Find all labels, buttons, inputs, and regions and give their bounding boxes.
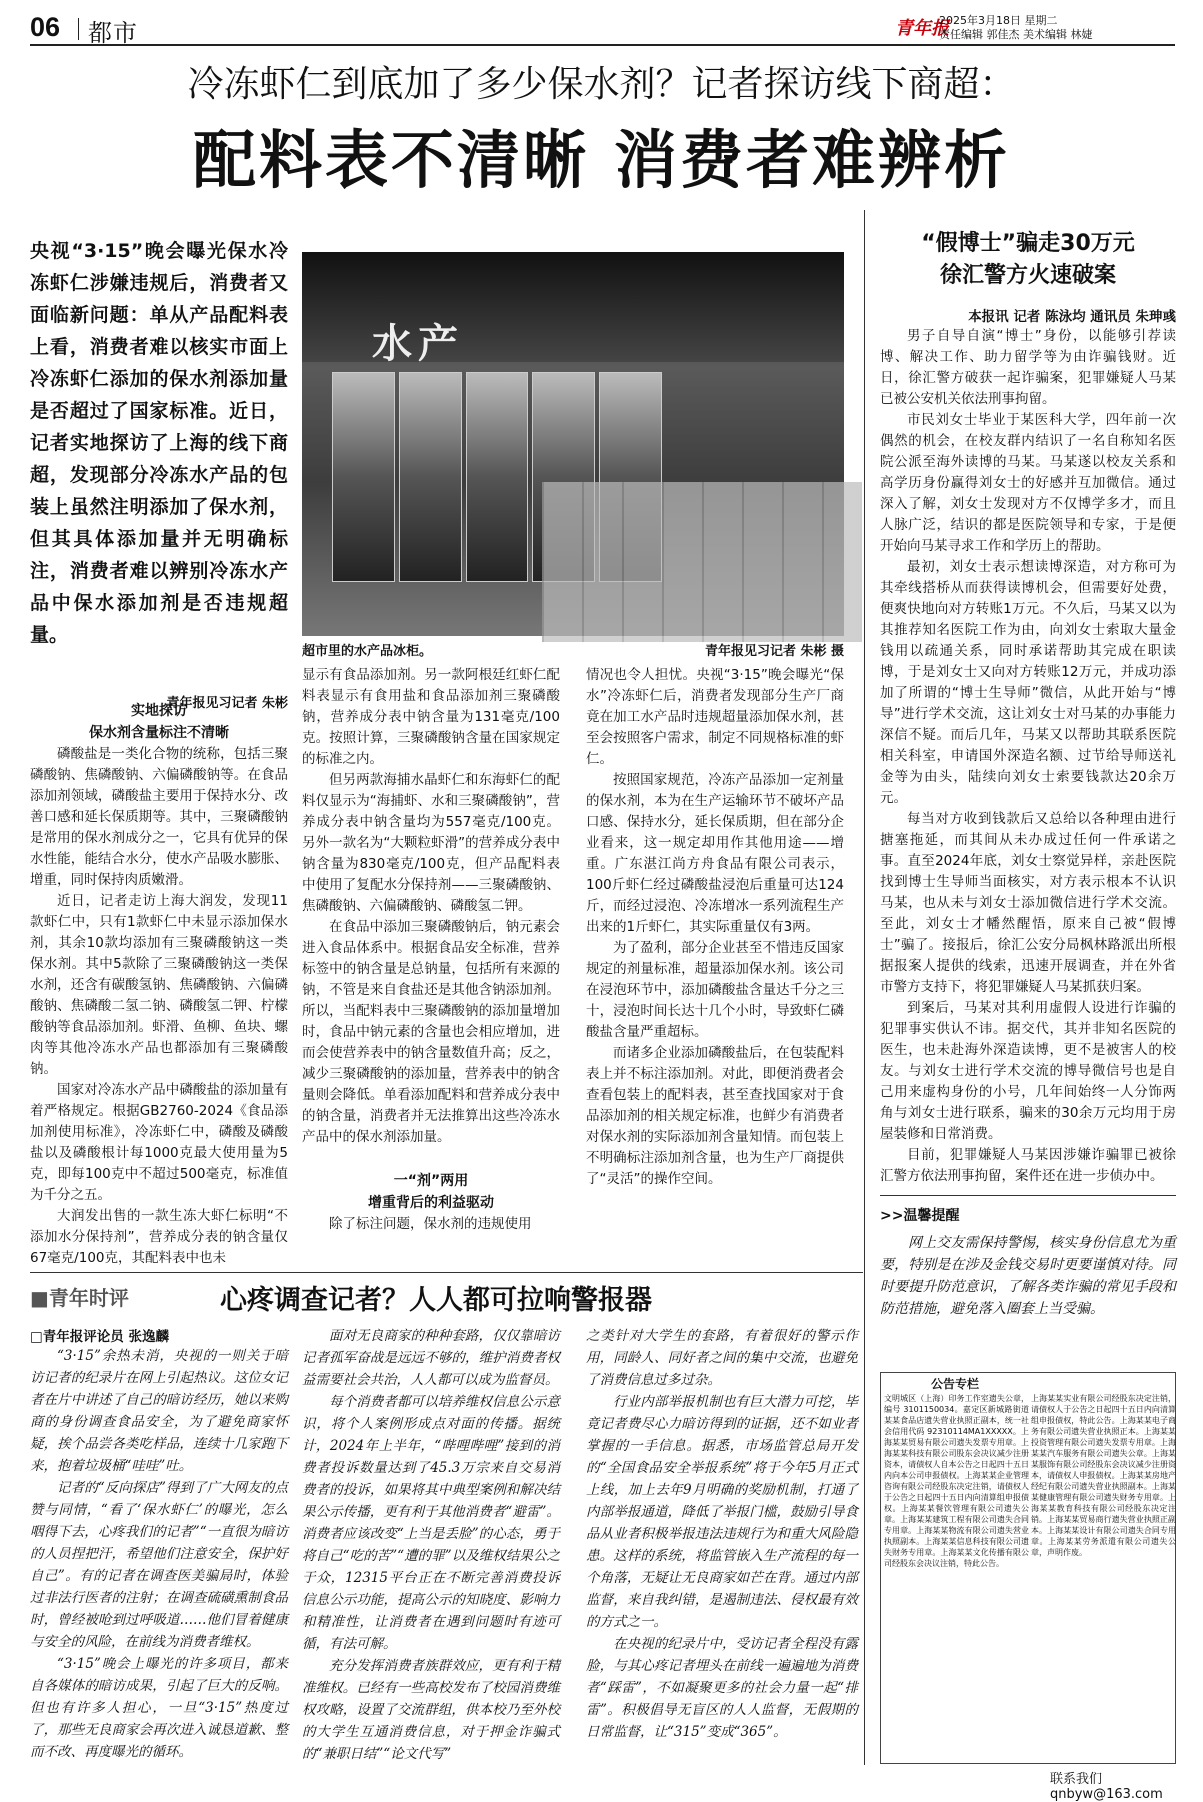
page-header [30,12,1175,46]
article-paragraph: 最初，刘女士表示想读博深造，对方称可为其牵线搭桥从而获得读博机会，但需要好处费，便爽快地向对方转账1万元。不久后，马某又以为其推荐知名医院工作为由，向刘女士索取大量金钱用以疏通关系，同时承诺帮助其完成在职读博，于是刘女士又向对方转账12万元，并成功添加了所谓的“博士生导师”微信，从此开始与“博导”进行学术交流，这让刘女士对马某的办事能力深信不疑。而后几年，马某又以帮助其联系医院相关科室，申请国外深造名额、过节给导师送礼金等为由头，陆续向刘女士索要钱款达20余万元。 [880,559,1176,806]
photo-store-sign: 水产 [372,320,464,367]
tip-text: 网上交友需保持警惕，核实身份信息尤为重要，特别是在涉及金钱交易时更要谨慎对待。同时要提升防范意识，了解各类诈骗的常见手段和防范措施，避免落入圈套上当受骗。 [880,1235,1176,1317]
article-paragraph: 目前，犯罪嫌疑人马某因涉嫌诈骗罪已被徐汇警方依法刑事拘留，案件还在进一步侦办中。 [880,1147,1176,1184]
commentary-label: ■青年时评 [30,1286,129,1310]
section-heading: 实地探访 [131,703,187,719]
section-divider [880,1195,1176,1196]
commentary-paragraph: 每个消费者都可以培养维权信息公示意识，将个人案例形成点对面的传播。据统计，2024年上半年，“哔哩哔哩”接到的消费者投诉数量达到了45.3万宗来自交易消费者的投诉，如果将其中典型案例和解决结果公示传播，更有利于其他消费者“避雷”。消费者应该改变“上当是丢脸”的心态，勇于将自己“吃的苦”“遭的罪”以及维权结果公之于众，12315平台正在不断完善消费投诉信息公示功能，提高公示的知晓度、影响力和精准性，让消费者在遇到问题时有迹可循，有法可解。 [302,1394,560,1652]
commentary-header [30,1278,863,1320]
article-paragraph: 在食品中添加三聚磷酸钠后，钠元素会进入食品体系中。根据食品安全标准，营养标签中的钠含量是总钠量，包括所有来源的钠，不管是来自食盐还是其他含钠添加剂。所以，当配料表中三聚磷酸钠的添加量增加时，食品中钠元素的含量也会相应增加，进而会使营养表中的钠含量数值升高；反之，减少三聚磷酸钠的添加量，营养表中的钠含量则会降低。单看添加配料和营养成分表中的钠含量，消费者并无法推算出这些冷冻水产品中的保水剂添加量。 [302,919,560,1145]
article-paragraph: 而诸多企业添加磷酸盐后，在包装配料表上并不标注添加剂。对此，即便消费者会查看包装上的配料表，甚至查找国家对于食品添加剂的相关规定标准，也鲜少有消费者对保水剂的实际添加剂含量知情。而包装上不明确标注添加剂含量，也为生产厂商提供了“灵活”的操作空间。 [586,1045,844,1187]
public-notices-box [880,1372,1176,1764]
section-heading: 一“剂”两用 [393,1173,469,1189]
supermarket-freezer-photo [302,252,844,636]
main-article-column-3 [586,665,844,1190]
article-paragraph: 大润发出售的一款生冻大虾仁标明“不添加水分保持剂”，营养成分表的钠含量仅67毫克/100克，其配料表中也未 [30,1208,288,1266]
commentary-column-2 [302,1325,560,1765]
commentary-paragraph: 之类针对大学生的套路，有着很好的警示作用，同龄人、同好者之间的集中交流，也避免了消费信息过多过杂。 [586,1328,858,1388]
main-article-column-2 [302,665,560,1235]
commentary-title: 心疼调查记者？人人都可拉响警报器 [220,1285,652,1316]
commentary-paragraph: 记者的“反向探店”得到了广大网友的点赞与同情，“看了‘保水虾仁’的曝光，怎么咽得下去，心疼我们的记者”“一直很为暗访的人员捏把汗，希望他们注意安全，保护好自己”。有的记者在调查医美骗局时，体验过非法行医者的注射；在调查硫磺熏制食品时，曾经被呛到过呼吸道……他们冒着健康与安全的风险，在前线为消费者维权。 [30,1480,288,1650]
masthead [895,12,1175,44]
article-paragraph: 到案后，马某对其利用虚假人设进行诈骗的犯罪事实供认不讳。据交代，其并非知名医院的医生，也未赴海外深造读博，更不是被害人的校友。与刘女士进行学术交流的博导微信号也是自己用来虚构身份的小号，几年间始终一人分饰两角与刘女士进行联系，骗来的30余万元均用于房屋装修和日常消费。 [880,1000,1176,1142]
section-heading: 增重背后的利益驱动 [368,1195,494,1211]
article-paragraph: 近日，记者走访上海大润发，发现11款虾仁中，只有1款虾仁中未显示添加保水剂，其余10款均添加有三聚磷酸钠这一类保水剂。其中5款除了三聚磷酸钠这一类保水剂，还含有碳酸氢钠、焦磷酸钠、六偏磷酸钠、焦磷酸二氢二钠、磷酸氢二钾、柠檬酸钠等食品添加剂。虾滑、鱼柳、鱼块、螺肉等其他冷冻水产品也都添加有三聚磷酸钠。 [30,893,288,1077]
photo-freezer-door [466,372,529,582]
commentary-column-1 [30,1325,288,1763]
commentary-paragraph: “3·15”晚会上曝光的许多项目，都来自各媒体的暗访成果，引起了巨大的反响。但也有许多人担心，一旦“3·15”热度过了，那些无良商家会再次进入诚恳道歉、整而不改、再度曝光的循环。 [30,1656,288,1760]
page-number: 06 [30,12,61,42]
masthead-info [939,14,1093,42]
article-paragraph: 除了标注问题，保水剂的违规使用 [329,1216,532,1232]
commentary-paragraph: 充分发挥消费者族群效应，更有利于精准维权。已经有一些高校发布了校园消费维权攻略，设置了交流群组，供本校乃至外校的大学生互通消费信息，对于押金诈骗式的“兼职日结”“论文代写” [302,1658,560,1762]
photo-freezer-door [399,372,462,582]
footer-contact: 联系我们 qnbyw@163.com [1050,1772,1163,1802]
header-divider [78,18,79,40]
photo-floor [542,482,862,642]
article-paragraph: 每当对方收到钱款后又总给以各种理由进行搪塞拖延，而其间从未办成过任何一件承诺之事。直至2024年底，刘女士察觉异样，亲赴医院找到博士生导师当面核实，对方表示根本不认识马某，也从未与刘女士添加微信进行学术交流。至此，刘女士才幡然醒悟，原来自己被“假博士”骗了。接报后，徐汇公安分局枫林路派出所根据报案人提供的线索，迅速开展调查，并在外省市警方支持下，将犯罪嫌疑人马某抓获归案。 [880,811,1176,995]
main-headline: 配料表不清晰 消费者难辨析 [193,124,1010,197]
section-heading: 保水剂含量标注不清晰 [89,725,229,741]
photo-freezer-door [332,372,395,582]
article-paragraph: 按照国家规范，冷冻产品添加一定剂量的保水剂，本为在生产运输环节不破坏产品口感、保持水分，延长保质期，但在部分企业看来，这一规定却用作其他用途——增重。广东湛江尚方舟食品有限公司表示，100斤虾仁经过磷酸盐浸泡后重量可达124斤，而经过浸泡、冷冻增冰一系列流程生产出来的1斤虾仁，其实际重量仅有3两。 [586,772,844,935]
section-divider [30,1272,863,1273]
lede-paragraph: 央视“3·15”晚会曝光保水冷冻虾仁涉嫌违规后，消费者又面临新问题：单从产品配料表上看，消费者难以核实市面上冷冻虾仁添加的保水剂添加量是否超过了国家标准。近日，记者实地探访了上海的线下商超，发现部分冷冻水产品的包装上虽然注明添加了保水剂，但其具体添加量并无明确标注，消费者难以辨别冷冻水产品中保水添加剂是否违规超量。 [30,240,288,646]
photo-credit: 青年报见习记者 朱彬 摄 [704,644,844,659]
issue-date: 2025年3月18日 星期二 [939,14,1058,27]
commentary-paragraph: 在央视的纪录片中，受访记者全程没有露脸，与其心疼记者埋头在前线一遍遍地为消费者“踩雷”，不如凝聚更多的社会力量一起“排雷”。积极倡导无盲区的人人监督，无假期的日常监督，让“315”变成“365”。 [586,1636,858,1740]
main-subhead: 冷冻虾仁到底加了多少保水剂？记者探访线下商超： [187,64,1016,105]
photo-caption: 超市里的水产品冰柜。 [302,644,433,659]
side-article-body [880,326,1176,1187]
article-paragraph: 国家对冷冻水产品中磷酸盐的添加量有着严格规定。根据GB2760-2024《食品添加剂使用标准》，冷冻虾仁中，磷酸及磷酸盐以及磷酸根计每1000克最大使用量为5克，即每100克中不超过500毫克，标准值为千分之五。 [30,1082,288,1203]
commentary-author: □青年报评论员 张逸麟 [30,1329,169,1345]
article-paragraph: 市民刘女士毕业于某医科大学，四年前一次偶然的机会，在校友群内结识了一名自称知名医院公派至海外读博的马某。马某遂以校友关系和高学历身份赢得刘女士的好感并互加微信。通过深入了解，刘女士发现对方不仅博学多才，而且人脉广泛，结识的都是医院领导和专家，于是便开始向马某寻求工作和学历上的帮助。 [880,412,1176,554]
commentary-column-3 [586,1325,858,1743]
notices-column-right: 上海某某实业有限公司经股东决定注销，请债权人于公告之日起四十五日内向清算组申报债权，特此公告。上海某某电子商务有限公司遗失营业执照正本。上海某某投资管理有限公司遗失发票专用章。上海某某汽车服务有限公司遗失公章。上海某某服饰有限公司经股东会决议减少注册资本，请债权人申报债权。上海某某房地产经纪有限公司遗失营业执照副本。上海某某健康管理有限公司遗失财务专用章。上海某某教育科技有限公司经股东决定注销。上海某某贸易商行遗失营业执照正副本。上海某某设计有限公司遗失合同专用章。上海某某劳务派遣有限公司遗失公章，声明作废。 [1031,1394,1176,1557]
notices-title: 公告专栏 [930,1377,979,1391]
article-paragraph: 显示有食品添加剂。另一款阿根廷红虾仁配料表显示有食用盐和食品添加剂三聚磷酸钠，营养成分表中钠含量为131毫克/100克。按照计算，三聚磷酸钠含量在国家规定的标准之内。 [302,667,560,767]
article-paragraph: 男子自导自演“博士”身份，以能够引荐读博、解决工作、助力留学等为由诈骗钱财。近日，徐汇警方破获一起诈骗案，犯罪嫌疑人马某已被公安机关依法刑事拘留。 [880,328,1176,407]
tip-label: >>温馨提醒 [880,1208,960,1224]
notices-column-left: 文明城区（上海）印务工作室遗失公章，编号 3101150034。嘉定区新城路街道某某食品店遗失营业执照正副本，统一社会信用代码 92310114MA1XXXXX。上海某某贸易有限公司遗失发票专用章。上海某某科技有限公司股东会决议减少注册资本，请债权人自本公告之日起四十五日内向本公司申报债权。上海某某企业管理咨询有限公司经股东决定注销，请债权人于公告之日起四十五日内向清算组申报债权。上海某某餐饮管理有限公司遗失公章。上海某某建筑工程有限公司遗失合同专用章。上海某某物流有限公司遗失营业执照副本。上海某某信息科技有限公司遗失财务专用章。上海某某文化传播有限公司经股东会决议注销，特此公告。 [884,1394,1029,1568]
side-article-title [880,228,1176,292]
section-name: 都市 [88,19,138,47]
side-title-line: 徐汇警方火速破案 [939,263,1116,288]
article-paragraph: 情况也令人担忧。央视“3·15”晚会曝光“保水”冷冻虾仁后，消费者发现部分生产厂商竟在加工水产品时违规超量添加保水剂，甚至会按照客户需求，制定不同规格标准的虾仁。 [586,667,844,767]
lede-credit: 青年报见习记者 朱彬 [166,696,288,711]
column-divider [864,210,865,1765]
side-article-byline: 本报讯 记者 陈泳均 通讯员 朱珅彧 [968,309,1176,325]
newspaper-logo: 青年报 [895,18,949,39]
article-paragraph: 为了盈利，部分企业甚至不惜违反国家规定的剂量标准，超量添加保水剂。该公司在浸泡环节中，添加磷酸盐含量达千分之三十，浸泡时间长达十几个小时，导致虾仁磷酸盐含量严重超标。 [586,940,844,1040]
side-title-line: “假博士”骗走30万元 [921,231,1135,256]
article-paragraph: 磷酸盐是一类化合物的统称，包括三聚磷酸钠、焦磷酸钠、六偏磷酸钠等。在食品添加剂领域，磷酸盐主要用于保持水分、改善口感和延长保质期等。其中，三聚磷酸钠是常用的保水剂成分之一，它具有优异的保水性能，能结合水分，使水产品吸水膨胀、增重，同时保持肉质嫩滑。 [30,746,288,888]
main-article-column-1 [30,700,288,1269]
commentary-paragraph: “3·15”余热未消，央视的一则关于暗访记者的纪录片在网上引起热议。这位女记者在片中讲述了自己的暗访经历，她以来购商的身份调查食品安全，为了避免商家怀疑，挨个品尝各类吃样品，连续十几家跑下来，抱着垃圾桶“哇哇”吐。 [30,1348,288,1474]
article-paragraph: 但另两款海捕水晶虾仁和东海虾仁的配料仅显示为“海捕虾、水和三聚磷酸钠”，营养成分表中钠含量均为557毫克/100克。另外一款名为“大颗粒虾滑”的营养成分表中钠含量为830毫克/100克，但产品配料表中使用了复配水分保持剂——三聚磷酸钠、焦磷酸钠、六偏磷酸钠、磷酸氢二钾。 [302,772,560,914]
commentary-paragraph: 行业内部举报机制也有巨大潜力可挖，毕竟记者费尽心力暗访得到的证据，还不如业者掌握的一手信息。据悉，市场监管总局开发的“全国食品安全举报系统”将于今年5月正式上线，加上去年9月明确的奖励机制，打通了内部举报通道，降低了举报门槛，鼓励引导食品从业者积极举报违法违规行为和重大风险隐患。这样的系统，将监管嵌入生产流程的每一个角落，无疑让无良商家如芒在背。通过内部监督，来自我纠错，是遏制违法、侵权最有效的方式之一。 [586,1394,858,1630]
commentary-paragraph: 面对无良商家的种种套路，仅仅靠暗访记者孤军奋战是远远不够的，维护消费者权益需要社会共治，人人都可以成为监督员。 [302,1328,560,1388]
editor-credit: 责任编辑 郭佳杰 美术编辑 林婕 [939,28,1093,41]
